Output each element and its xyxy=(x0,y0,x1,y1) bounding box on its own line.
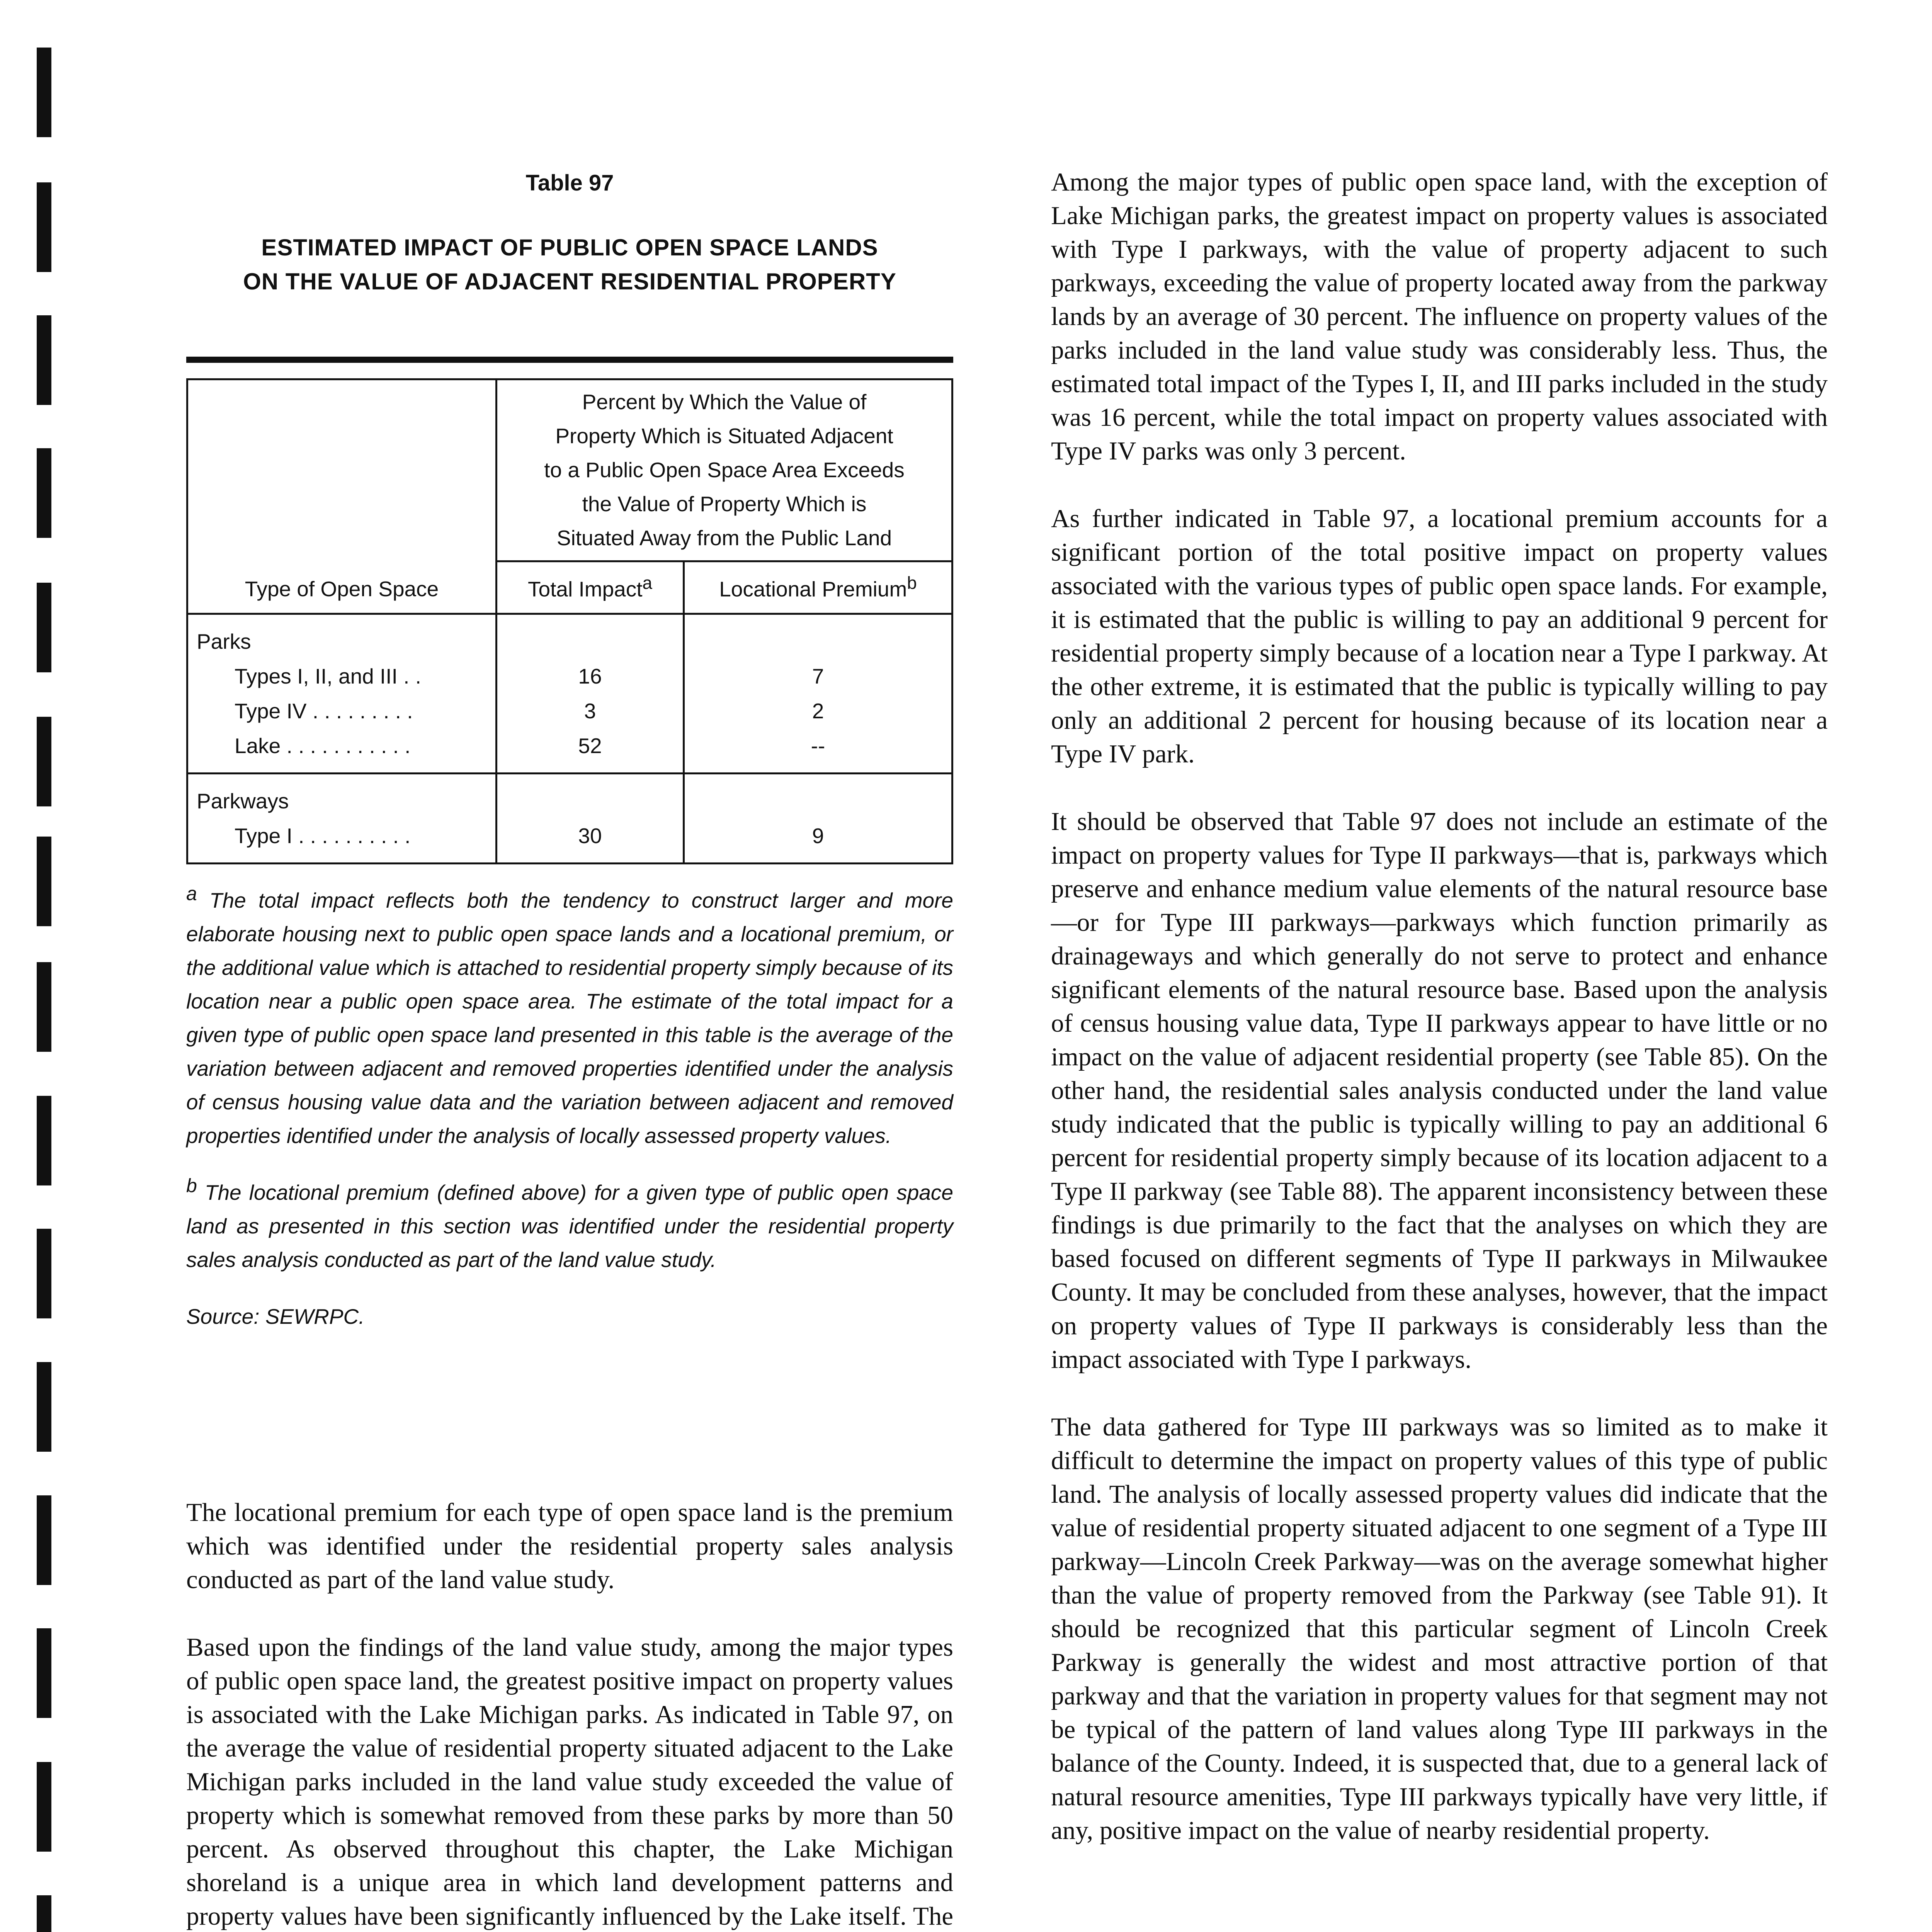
paragraph: As further indicated in Table 97, a locational premium accounts for a significant portion of the total positive impact on property values associated with the various types of public open space lands. For example, it is estimated that the public is willing to pay an additional 9 percent for residential property simply because of a location near a Type I parkway. At the other extreme, it is estimated that the public is typically willing to pay only an additional 2 percent for housing because of its location near a Type IV park. xyxy=(1051,504,1828,768)
binding-mark xyxy=(37,1495,51,1585)
total-impact-value: 3 xyxy=(584,699,596,723)
column-header-total-impact: Total Impact$^a$ xyxy=(497,561,684,614)
paragraph: It should be observed that Table 97 does not include an estimate of the impact on property values for Type II parkways—that is, parkways which preserve and enhance medium value elements of the natural resource base—or for Type III parkways—parkways which function primarily as drainageways and which generally do not serve to protect and enhance significant elements of the natural resource base. Based upon the analysis of census housing value data, Type II parkways appear to have little or no impact on the value of adjacent residential property (see Table 85). On the other hand, the residential sales analysis conducted under the land value study indicated that the public is typically willing to pay an additional 6 percent for residential property simply because of its location adjacent to a Type II parkway (see Table 88). The apparent inconsistency between these findings is due primarily to the fact that the analyses on which they are based focused on different segments of Type II parkways in Milwaukee County. It may be concluded from these analyses, however, that the impact on property values of Type II parkways is considerably less than the impact associated with Type I parkways. xyxy=(1051,807,1828,1374)
total-impact-value: 30 xyxy=(578,824,602,848)
table-top-rule xyxy=(186,357,953,363)
binding-mark xyxy=(37,717,51,806)
binding-mark xyxy=(37,837,51,926)
left-body-text xyxy=(186,1496,953,1932)
paragraph: Among the major types of public open space land, with the exception of Lake Michigan parks, the greatest impact on property values is associated with Type I parkways, with the value of property adjacent to such parkways, exceeding the value of property located away from the parkway lands by an average of 30 percent. The influence on property values of the parks included in the land value study was considerably less. Thus, the estimated total impact of the Types I, II, and III parks included in the study was 16 percent, while the total impact on property values associated with Type IV parks was only 3 percent. xyxy=(1051,168,1828,465)
footnote-ref-b: b xyxy=(907,573,917,593)
column-group-header xyxy=(497,379,952,561)
footnote-text: The total impact reflects both the tendency to construct larger and more elaborate housing next to public open space lands and a locational premium, or the additional value which is attached to residential property simply because of its location near a public open space area. The estimate of the total impact for a given type of public open space land presented in this table is the average of the variation between adjacent and removed properties identified under the analysis of census housing value data and the variation between adjacent and removed properties identified under the analysis of locally assessed property values. xyxy=(186,888,954,1148)
table-title-line: ON THE VALUE OF ADJACENT RESIDENTIAL PROPERTY xyxy=(243,269,896,294)
impact-table xyxy=(186,378,953,864)
footnote-text: The locational premium (defined above) for a given type of public open space land as presented in this section was identified under the residential property sales analysis conducted as part of the land value study. xyxy=(186,1180,953,1272)
footnote-a xyxy=(186,884,953,1153)
total-impact-value: 52 xyxy=(578,734,602,758)
paragraph: Based upon the findings of the land value study, among the major types of public open space land, the greatest positive impact on property values is associated with the Lake Michigan parks. As indicated in Table 97, on the average the value of residential property situated adjacent to the Lake Michigan parks included in the land value study exceeded the value of property which is somewhat removed from these parks by more than 50 percent. As observed throughout this chapter, the Lake Michigan shoreland is a unique area in which land development patterns and property values have been significantly influenced by the Lake itself. The xyxy=(186,1633,953,1931)
total-impact-value: 16 xyxy=(578,664,602,689)
footnote-mark: a xyxy=(186,883,197,905)
header-line: to a Public Open Space Area Exceeds xyxy=(544,458,905,482)
paragraph: The locational premium for each type of open space land is the premium which was identified under the residential property sales analysis conducted as part of the land value study. xyxy=(186,1498,953,1594)
column-header-type: Type of Open Space xyxy=(187,379,497,614)
locational-premium-value: 9 xyxy=(812,824,824,848)
binding-mark xyxy=(37,48,51,137)
locational-premium-value: 7 xyxy=(812,664,824,689)
binding-mark xyxy=(37,1762,51,1852)
group-label-parks: Parks xyxy=(197,629,251,654)
row-label: Type IV . . . . . . . . . xyxy=(235,699,413,723)
paragraph: The data gathered for Type III parkways was so limited as to make it difficult to determine the impact on property values of this type of public land. The analysis of locally assessed property values did indicate that the value of residential property situated adjacent to one segment of a Type III parkway—Lincoln Creek Parkway—was on the average somewhat higher than the value of property removed from the Parkway (see Table 91). It should be recognized that this particular segment of Lincoln Creek Parkway is generally the widest and most attractive portion of that parkway and that the variation in property values for that segment may not be typical of the pattern of land values along Type III parkways in the balance of the County. Indeed, it is suspected that, due to a general lack of natural resource amenities, Type III parkways typically have very little, if any, positive impact on the value of nearby residential property. xyxy=(1051,1413,1828,1845)
parkways-type-cell xyxy=(187,774,497,864)
left-column xyxy=(186,155,953,1932)
locational-premium-value: 2 xyxy=(812,699,824,723)
table-title-line: ESTIMATED IMPACT OF PUBLIC OPEN SPACE LANDS xyxy=(261,235,878,260)
parks-premium-cell xyxy=(684,614,952,774)
binding-marks xyxy=(37,0,52,1932)
parkways-total-cell xyxy=(497,774,684,864)
locational-premium-value: -- xyxy=(811,734,825,758)
group-label-parkways: Parkways xyxy=(197,789,289,813)
header-line: Percent by Which the Value of xyxy=(582,390,867,414)
table-group-parks xyxy=(187,614,952,774)
table-number: Table 97 xyxy=(526,170,614,196)
table-group-parkways xyxy=(187,774,952,864)
binding-mark xyxy=(37,448,51,538)
binding-mark xyxy=(37,1628,51,1718)
footnote-ref-a: a xyxy=(642,573,652,593)
binding-mark xyxy=(37,1895,51,1932)
header-line: the Value of Property Which is xyxy=(582,492,867,516)
binding-mark xyxy=(37,1362,51,1452)
binding-mark xyxy=(37,583,51,672)
table-source: Source: SEWRPC. xyxy=(186,1304,365,1329)
footnote-mark: b xyxy=(186,1175,197,1197)
table-header-row xyxy=(187,379,952,561)
row-label: Lake . . . . . . . . . . . xyxy=(235,734,411,758)
header-line: Situated Away from the Public Land xyxy=(556,526,892,550)
table-title xyxy=(186,231,953,299)
column-header-locational-premium: Locational Premium$^b$ xyxy=(684,561,952,614)
binding-mark xyxy=(37,962,51,1052)
binding-mark xyxy=(37,1096,51,1185)
row-label: Types I, II, and III . . xyxy=(235,664,421,689)
binding-mark xyxy=(37,182,51,272)
footnote-b xyxy=(186,1176,953,1277)
header-line: Property Which is Situated Adjacent xyxy=(555,424,893,448)
table-footnotes xyxy=(186,884,953,1333)
binding-mark xyxy=(37,1229,51,1318)
right-column xyxy=(1051,165,1828,1881)
parks-total-cell xyxy=(497,614,684,774)
parkways-premium-cell xyxy=(684,774,952,864)
parks-type-cell xyxy=(187,614,497,774)
binding-mark xyxy=(37,315,51,405)
row-label: Type I . . . . . . . . . . xyxy=(235,824,411,848)
